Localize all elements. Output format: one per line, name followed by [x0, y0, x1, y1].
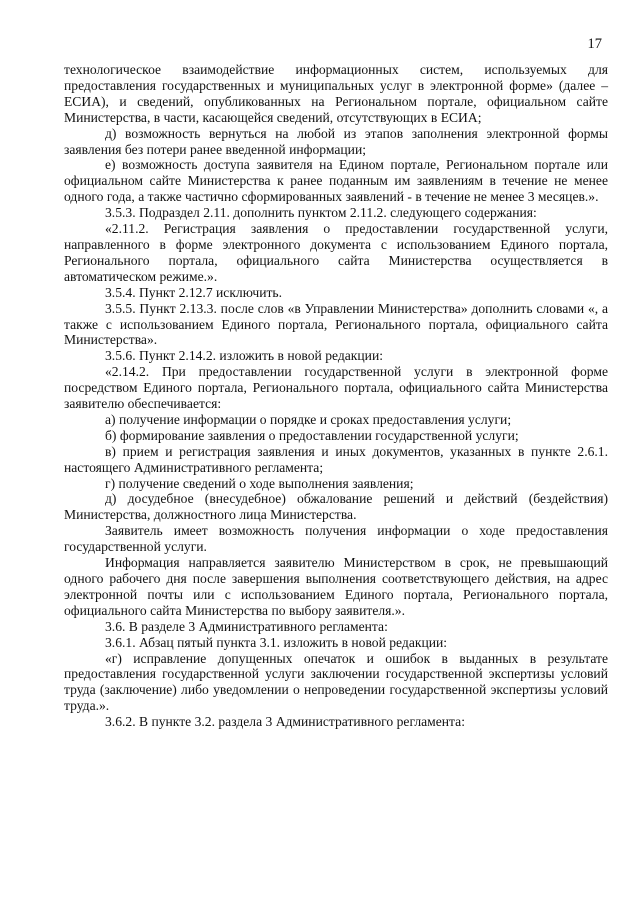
paragraph: а) получение информации о порядке и сроках предоставления услуги; — [105, 411, 512, 427]
document-body — [64, 62, 608, 730]
paragraph: «2.14.2. При предоставлении государственной услуги в электронной форме посредством Единого портала, Регионального портала, официального сайта Министерства заявителю обеспечивается: — [64, 364, 608, 412]
paragraph: Информация направляется заявителю Министерством в срок, не превышающий одного рабочего дня после завершения выполнения соответствующего действия, на адрес электронной почты или с использованием Единого портала, Регионального портала, официального сайта Министерства по выбору заявителя.». — [64, 555, 608, 618]
paragraph: 3.5.5. Пункт 2.13.3. после слов «в Управлении Министерства» дополнить словами «, а также с использованием Единого портала, Регионального портала, официального сайта Министерства». — [64, 300, 608, 348]
paragraph: Заявитель имеет возможность получения информации о ходе предоставления государственной услуги. — [64, 523, 608, 555]
paragraph: г) получение сведений о ходе выполнения заявления; — [105, 475, 414, 491]
paragraph: 3.5.4. Пункт 2.12.7 исключить. — [105, 284, 283, 300]
paragraph: д) возможность вернуться на любой из этапов заполнения электронной формы заявления без потери ранее введенной информации; — [64, 125, 608, 157]
paragraph: 3.6.2. В пункте 3.2. раздела 3 Административного регламента: — [105, 714, 465, 730]
paragraph: 3.5.6. Пункт 2.14.2. изложить в новой редакции: — [105, 348, 384, 364]
paragraph: «2.11.2. Регистрация заявления о предоставлении государственной услуги, направленного в форме электронного документа с использованием Единого портала, Регионального портала, официального сайта Министерства осуществляется в автоматическом режиме.». — [64, 221, 608, 284]
paragraph: 3.5.3. Подраздел 2.11. дополнить пунктом 2.11.2. следующего содержания: — [105, 205, 537, 221]
paragraph: в) прием и регистрация заявления и иных документов, указанных в пункте 2.6.1. настоящего Административного регламента; — [64, 443, 608, 475]
paragraph: «г) исправление допущенных опечаток и ошибок в выданных в результате предоставления государственной услуги заключении государственной экспертизы условий труда (заключение) либо уведомлении о непроведении государственной экспертизы условий труда.». — [64, 650, 608, 714]
page-number: 17 — [587, 36, 602, 52]
paragraph: е) возможность доступа заявителя на Едином портале, Региональном портале или официальном сайте Министерства к ранее поданным им заявлениям в течение не менее одного года, а также частично сформированных заявлений - в течение не менее 3 месяцев.». — [64, 157, 608, 205]
paragraph: д) досудебное (внесудебное) обжалование решений и действий (бездействия) Министерства, должностного лица Министерства. — [64, 491, 608, 523]
paragraph: технологическое взаимодействие информационных систем, используемых для предоставления государственных и муниципальных услуг в электронной форме» (далее – ЕСИА), и сведений, опубликованных на Региональном портале, официальном сайте Министерства, в части, касающейся сведений, отсутствующих в ЕСИА; — [64, 62, 608, 125]
paragraph: б) формирование заявления о предоставлении государственной услуги; — [105, 427, 519, 443]
paragraph: 3.6. В разделе 3 Административного регламента: — [105, 618, 388, 634]
paragraph: 3.6.1. Абзац пятый пункта 3.1. изложить в новой редакции: — [105, 634, 448, 650]
